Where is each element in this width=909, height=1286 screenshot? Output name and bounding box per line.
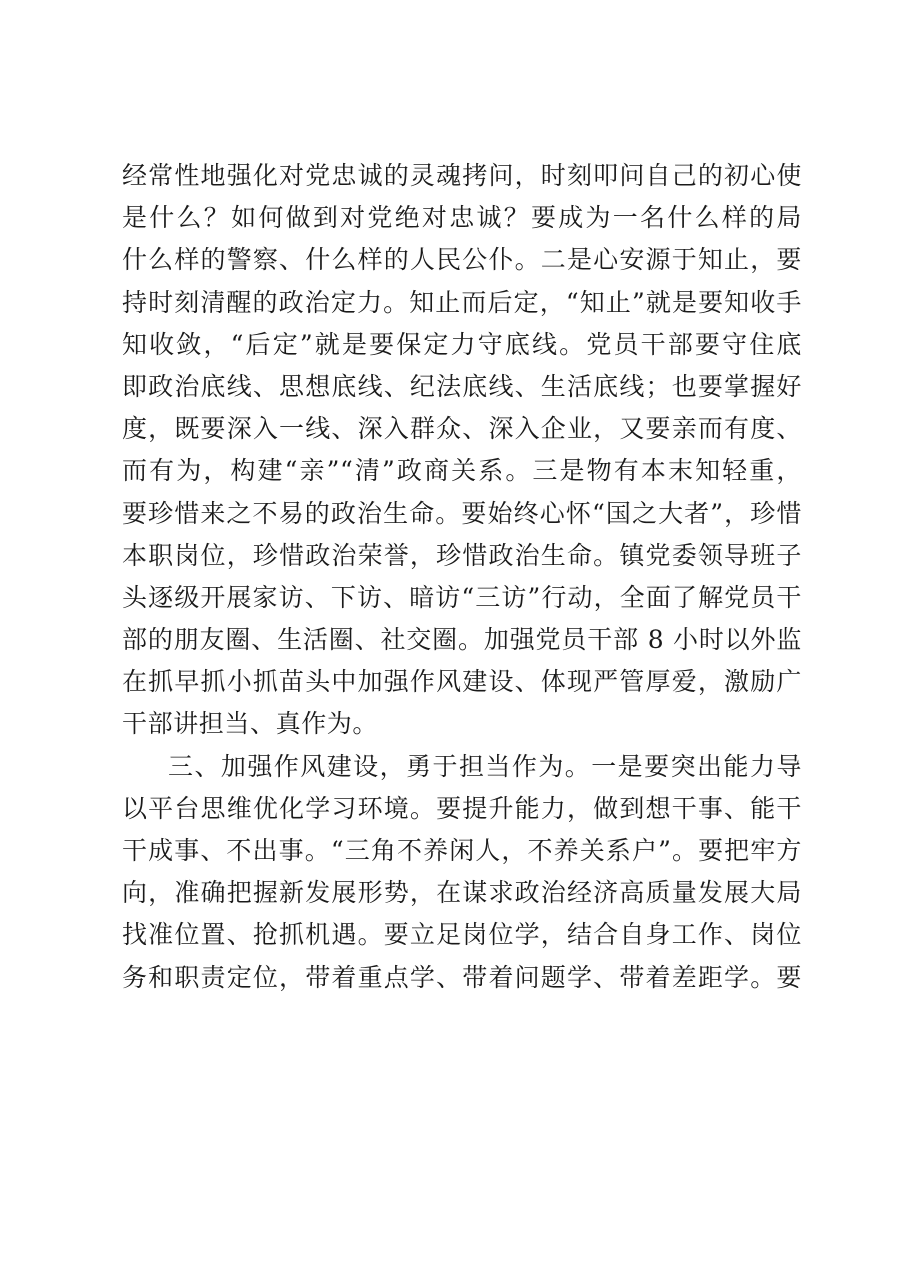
text-line-last: 干部讲担当、真作为。 (122, 709, 379, 739)
text-line: 即政治底线、思想底线、纪法底线、生活底线；也要掌握好 (122, 371, 802, 401)
text-line: 头逐级开展家访、下访、暗访“三访”行动，全面了解党员干 (122, 582, 802, 612)
paragraph-2 (122, 746, 802, 999)
paragraph-1 (122, 155, 802, 746)
text-line-first: 三、加强作风建设，勇于担当作为。一是要突出能力导 (168, 751, 802, 781)
text-line: 是什么？如何做到对党绝对忠诚？要成为一名什么样的局 (122, 203, 802, 233)
text-line: 经常性地强化对党忠诚的灵魂拷问，时刻叩问自己的初心使 (122, 161, 802, 190)
text-line: 以平台思维优化学习环境。要提升能力，做到想干事、能干 (122, 793, 802, 823)
text-line: 什么样的警察、什么样的人民公仆。二是心安源于知止，要 (122, 245, 802, 275)
text-line: 找准位置、抢抓机遇。要立足岗位学，结合自身工作、岗位 (122, 920, 802, 950)
text-line: 度，既要深入一线、深入群众、深入企业，又要亲而有度、 (122, 414, 802, 444)
text-line: 持时刻清醒的政治定力。知止而后定，“知止”就是要知收手 (122, 287, 802, 317)
text-line: 知收敛，“后定”就是要保定力守底线。党员干部要守住底 (122, 329, 802, 359)
text-line: 要珍惜来之不易的政治生命。要始终心怀“国之大者”，珍惜 (122, 498, 802, 528)
text-line: 干成事、不出事。“三角不养闲人，不养关系户”。要把牢方 (122, 836, 802, 865)
text-line: 而有为，构建“亲”“清”政商关系。三是物有本末知轻重， (122, 456, 802, 486)
text-line: 向，准确把握新发展形势，在谋求政治经济高质量发展大局 (122, 878, 802, 908)
text-line: 在抓早抓小抓苗头中加强作风建设、体现严管厚爱，激励广 (122, 667, 802, 697)
document-body (122, 155, 802, 999)
text-line: 本职岗位，珍惜政治荣誉，珍惜政治生命。镇党委领导班子 (122, 540, 802, 570)
text-line: 部的朋友圈、生活圈、社交圈。加强党员干部 8 小时以外监 (122, 625, 802, 655)
text-line: 务和职责定位，带着重点学、带着问题学、带着差距学。要 (122, 962, 802, 992)
